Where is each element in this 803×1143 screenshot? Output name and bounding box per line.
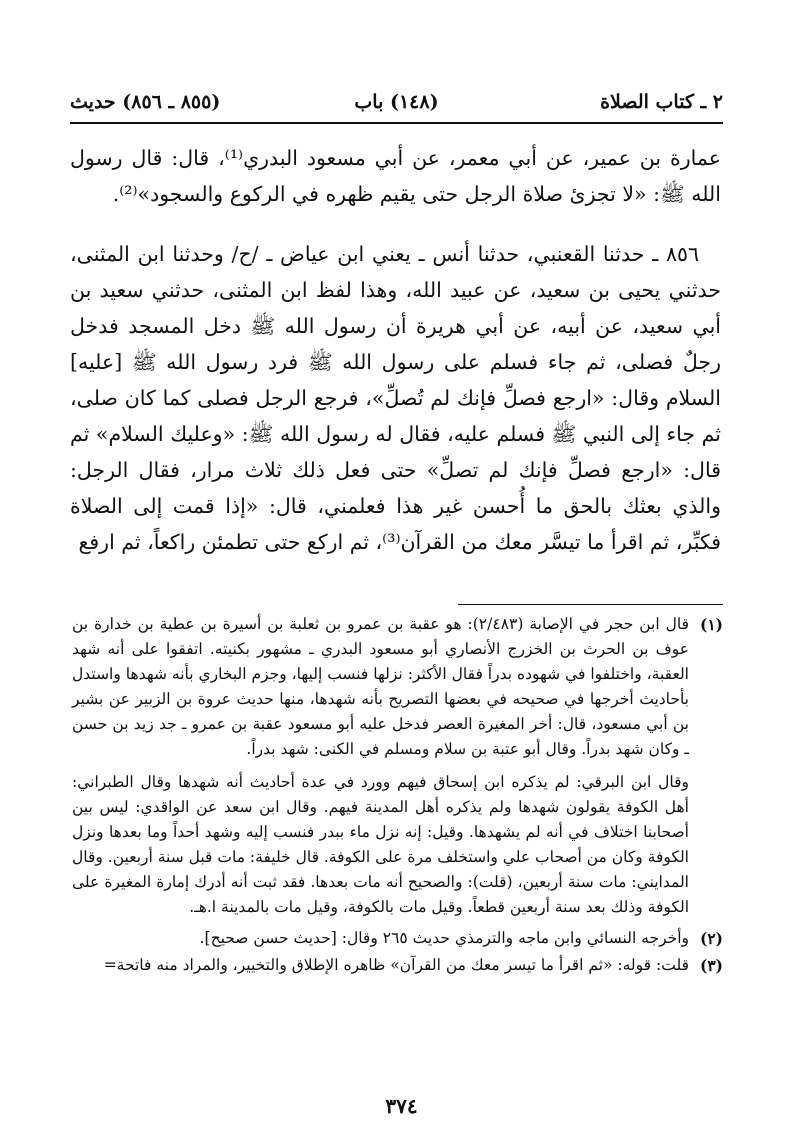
footnote-2-text: وأخرجه النسائي وابن ماجه والترمذي حديث ٢٦٥ وقال: [حديث حسن صحيح].: [199, 929, 689, 947]
header-book-title: ٢ ـ كتاب الصلاة: [600, 91, 723, 113]
header-chapter: (١٤٨) باب: [354, 91, 439, 113]
footnote-number: (٣): [699, 956, 723, 975]
main-text: [70, 140, 721, 560]
footnote-3-text: قلت: قوله: «ثم اقرأ ما تيسر معك من القرآن» ظاهره الإطلاق والتخيير، والمراد منه فاتحة=: [103, 956, 689, 974]
main-paragraph-hadith-856: ٨٥٦ ـ حدثنا القعنبي، حدثنا أنس ـ يعني ابن عياض ـ /ح/ وحدثنا ابن المثنى، حدثني يحيى بن سعيد، عن عبيد الله، وهذا لفظ ابن المثنى، حدثني سعيد بن أبي سعيد، عن أبيه، عن أبي هريرة أن رسول الله ﷺ دخل المسجد فدخل رجلٌ فصلى، ثم جاء فسلم على رسول الله ﷺ فرد رسول الله ﷺ [عليه] السلام وقال: «ارجع فصلِّ فإنك لم تُصلِّ»، فرجع الرجل فصلى كما كان صلى، ثم جاء إلى النبي ﷺ فسلم عليه، فقال له رسول الله ﷺ: «وعليك السلام» ثم قال: «ارجع فصلِّ فإنك لم تصلِّ» حتى فعل ذلك ثلاث مرار، فقال الرجل: والذي بعثك بالحق ما أُحسن غير هذا فعلمني، قال: «إذا قمت إلى الصلاة فكبِّر، ثم اقرأ ما تيسَّر معك من القرآن⁽³⁾، ثم اركع حتى تطمئن راكعاً، ثم ارفع: [70, 242, 721, 554]
footnotes: [72, 612, 723, 978]
footnote-number: (١): [699, 615, 723, 634]
footnote-3: [72, 953, 723, 978]
header-divider: [70, 122, 723, 124]
main-paragraph-continuation: عمارة بن عمير، عن أبي معمر، عن أبي مسعود البدري⁽¹⁾، قال: قال رسول الله ﷺ: «لا تجزئ صلاة الرجل حتى يقيم ظهره في الركوع والسجود»⁽²⁾.: [70, 146, 721, 206]
footnote-2: [72, 926, 723, 951]
page-number: ٣٧٤: [385, 1094, 418, 1118]
header-hadith-range: (٨٥٥ ـ ٨٥٦) حديث: [70, 91, 221, 113]
footnote-number: (٢): [699, 929, 723, 948]
footnote-divider: [458, 604, 723, 605]
footnote-1-paragraph-2: وقال ابن البرقي: لم يذكره ابن إسحاق فيهم وورد في عدة أحاديث أنه شهدها وقال الطبراني: أهل الكوفة يقولون شهدها ولم يذكره أهل المدينة فيهم. وقال ابن سعد عن الواقدي: ليس بين أصحابنا اختلاف في أنه لم يشهدها. وقيل: إنه نزل ماء ببدر فنسب إليه وشهد أحداً وما بعدها ونزل الكوفة وكان من أصحاب علي واستخلف مرة على الكوفة. قال خليفة: مات قبل سنة أربعين. وقال المدايني: مات سنة أربعين، (قلت): والصحيح أنه مات بعدها. فقد ثبت أنه أدرك إمارة المغيرة على الكوفة وذلك بعد سنة أربعين قطعاً. وقيل مات بالكوفة، وقيل مات بالمدينة ا.هـ.: [72, 773, 689, 916]
running-header: [70, 86, 723, 118]
footnote-1-paragraph-1: قال ابن حجر في الإصابة (٢/٤٨٣): هو عقبة بن عمرو بن ثعلبة بن أسيرة بن عطية بن خدارة بن عوف بن الحرث بن الخزرج الأنصاري أبو مسعود البدري ـ مشهور بكنيته. اتفقوا على أنه شهد العقبة، واختلفوا في شهوده بدراً فقال الأكثر: نزلها فنسب إليها، وجزم البخاري بأنه شهدها واستدل بأحاديث أخرجها في صحيحه في بعضها التصريح بأنه شهدها، منها حديث عروة بن الزبير عن بشير بن أبي مسعود، قال: أخر المغيرة العصر فدخل عليه أبو مسعود عقبة بن عمرو ـ جد زيد بن حسن ـ وكان شهد بدراً. وقال أبو عتبة بن سلام ومسلم في الكنى: شهد بدراً.: [72, 615, 690, 758]
footnote-1: [72, 612, 723, 920]
